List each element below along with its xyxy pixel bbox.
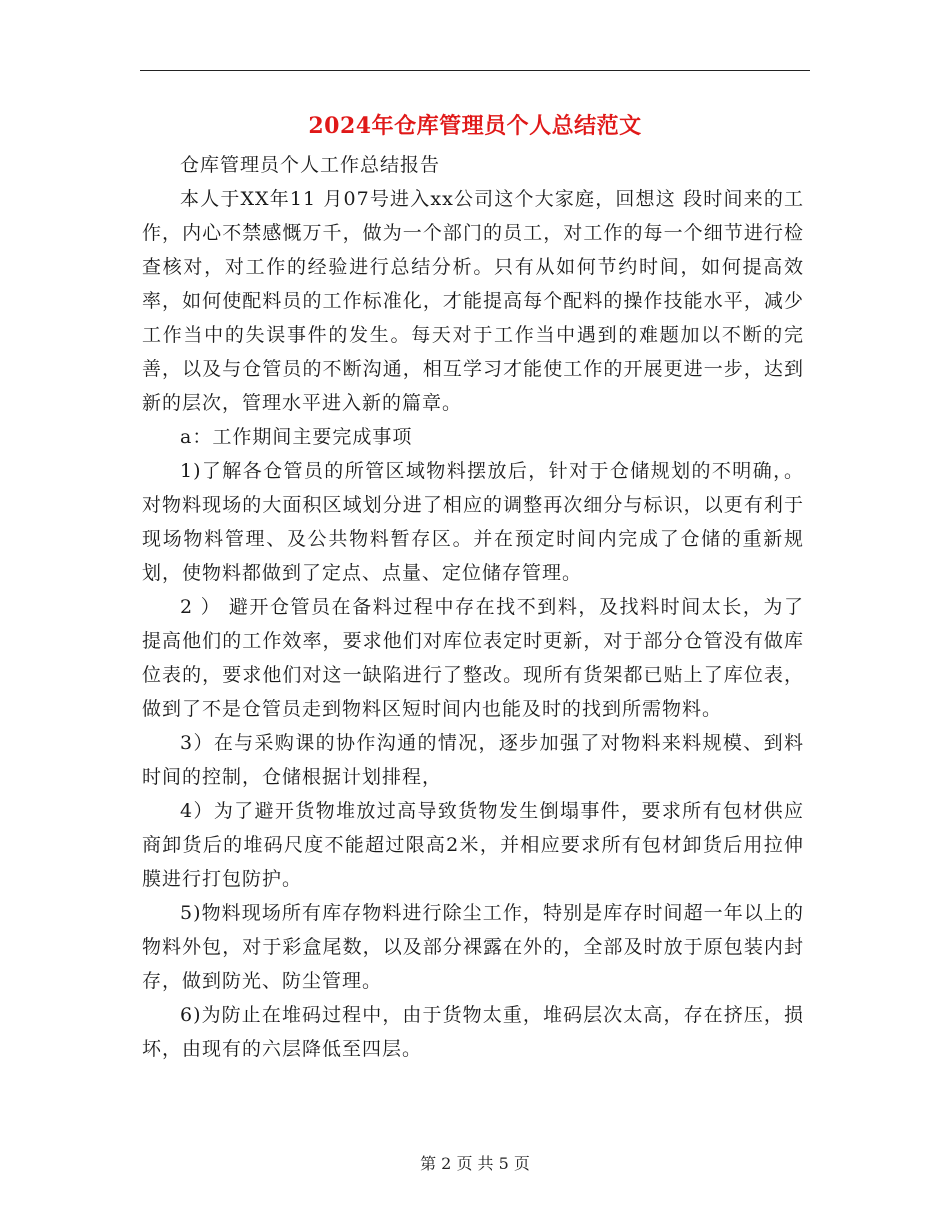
section-heading: a：工作期间主要完成事项: [180, 426, 413, 448]
item-paragraph-4: 4）为了避开货物堆放过高导致货物发生倒塌事件，要求所有包材供应商卸货后的堆码尺度不能超过限高2米，并相应要求所有包材卸货后用拉伸膜进行打包防护。: [142, 800, 804, 890]
item-paragraph-3: 3）在与采购课的协作沟通的情况，逐步加强了对物料来料规模、到料时间的控制，仓储根据计划排程，: [142, 732, 804, 788]
header-rule: [140, 70, 810, 71]
document-body: [142, 148, 804, 1066]
report-heading: 仓库管理员个人工作总结报告: [180, 154, 441, 176]
document-title: 2024年仓库管理员个人总结范文: [308, 113, 642, 139]
page-number: 第 2 页 共 5 页: [420, 1154, 530, 1173]
item-paragraph-1: 1)了解各仓管员的所管区域物料摆放后，针对于仓储规划的不明确，。对物料现场的大面积区域划分进了相应的调整再次细分与标识，以更有利于现场物料管理、及公共物料暂存区。并在预定时间内完成了仓储的重新规划，使物料都做到了定点、点量、定位储存管理。: [142, 460, 804, 584]
item-paragraph-5: 5)物料现场所有库存物料进行除尘工作，特别是库存时间超一年以上的物料外包，对于彩盒尾数，以及部分裸露在外的，全部及时放于原包装内封存，做到防光、防尘管理。: [142, 902, 804, 992]
item-paragraph-6: 6)为防止在堆码过程中，由于货物太重，堆码层次太高，存在挤压，损坏，由现有的六层降低至四层。: [142, 1004, 804, 1060]
item-paragraph-2: 2 ） 避开仓管员在备料过程中存在找不到料，及找料时间太长，为了提高他们的工作效率，要求他们对库位表定时更新，对于部分仓管没有做库位表的，要求他们对这一缺陷进行了整改。现所有货架都已贴上了库位表，做到了不是仓管员走到物料区短时间内也能及时的找到所需物料。: [142, 596, 804, 720]
intro-paragraph: 本人于XX年11 月07号进入xx公司这个大家庭，回想这 段时间来的工作，内心不禁感慨万千，做为一个部门的员工，对工作的每一个细节进行检查核对，对工作的经验进行总结分析。只有从如何节约时间，如何提高效率，如何使配料员的工作标准化，才能提高每个配料的操作技能水平，减少工作当中的失误事件的发生。每天对于工作当中遇到的难题加以不断的完善，以及与仓管员的不断沟通，相互学习才能使工作的开展更进一步，达到新的层次，管理水平进入新的篇章。: [142, 188, 804, 414]
